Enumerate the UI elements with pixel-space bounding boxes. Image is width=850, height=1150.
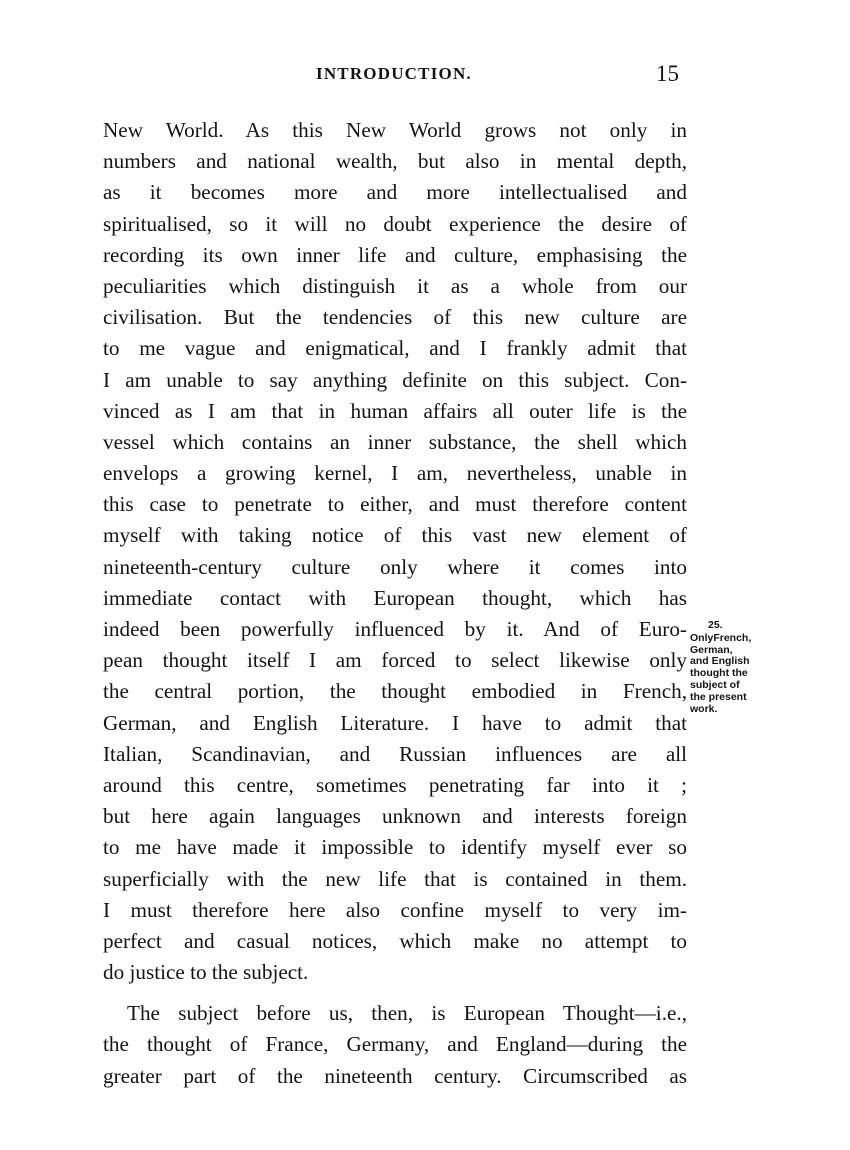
text-line: spiritualised, so it will no doubt experience the desire of bbox=[103, 211, 687, 236]
text-line: perfect and casual notices, which make no attempt to bbox=[103, 928, 687, 953]
body-text bbox=[103, 115, 687, 1092]
text-line: peculiarities which distinguish it as a whole from our bbox=[103, 273, 687, 298]
running-title: INTRODUCTION. bbox=[316, 64, 472, 83]
text-line: to me vague and enigmatical, and I frankly admit that bbox=[103, 336, 687, 361]
text-line: the central portion, the thought embodied in French, bbox=[103, 679, 687, 704]
text-line: Italian, Scandinavian, and Russian influences are all bbox=[103, 741, 687, 766]
text-line: recording its own inner life and culture, emphasising the bbox=[103, 242, 687, 267]
text-line: around this centre, sometimes penetrating far into it ; bbox=[103, 772, 687, 797]
text-line: civilisation. But the tendencies of this new culture are bbox=[103, 305, 687, 330]
margin-note-line: thought the bbox=[690, 667, 748, 680]
text-line: I am unable to say anything definite on this subject. Con- bbox=[103, 367, 687, 392]
text-line: myself with taking notice of this vast new element of bbox=[103, 523, 687, 548]
text-line: as it becomes more and more intellectualised and bbox=[103, 180, 687, 205]
text-line: numbers and national wealth, but also in mental depth, bbox=[103, 149, 687, 174]
margin-note bbox=[690, 620, 800, 715]
text-line: do justice to the subject. bbox=[103, 960, 309, 985]
margin-note-line: OnlyFrench, bbox=[690, 631, 752, 644]
paragraph-gap bbox=[103, 988, 687, 998]
margin-note-line: German, bbox=[690, 643, 733, 656]
running-head bbox=[0, 62, 850, 92]
text-line: the thought of France, Germany, and England—during the bbox=[103, 1032, 687, 1057]
text-line: superficially with the new life that is contained in them. bbox=[103, 866, 687, 891]
text-line: vinced as I am that in human affairs all outer life is the bbox=[103, 398, 687, 423]
margin-note-line: work. bbox=[690, 702, 718, 715]
paragraph bbox=[103, 998, 687, 1092]
page-number: 15 bbox=[656, 61, 679, 86]
text-line: indeed been powerfully influenced by it. And of Euro- bbox=[103, 617, 687, 641]
margin-note-number: 25. bbox=[708, 619, 723, 631]
text-line: greater part of the nineteenth century. Circumscribed as bbox=[103, 1063, 687, 1088]
text-line: nineteenth-century culture only where it comes into bbox=[103, 554, 687, 579]
margin-note-line: and English bbox=[690, 655, 750, 668]
text-line: this case to penetrate to either, and must therefore content bbox=[103, 492, 687, 517]
margin-note-line: subject of bbox=[690, 678, 740, 691]
text-line: German, and English Literature. I have to admit that bbox=[103, 710, 687, 735]
text-line: immediate contact with European thought, which has bbox=[103, 585, 687, 610]
paragraph bbox=[103, 115, 687, 988]
text-line: I must therefore here also confine myself to very im- bbox=[103, 897, 687, 922]
text-line: pean thought itself I am forced to select likewise only bbox=[103, 648, 687, 673]
text-line: to me have made it impossible to identify myself ever so bbox=[103, 835, 687, 860]
text-line: vessel which contains an inner substance, the shell which bbox=[103, 429, 687, 454]
margin-note-line: the present bbox=[690, 690, 747, 703]
text-line: but here again languages unknown and interests foreign bbox=[103, 804, 687, 829]
text-line: envelops a growing kernel, I am, nevertheless, unable in bbox=[103, 461, 687, 486]
text-line: The subject before us, then, is European Thought—i.e., bbox=[127, 1001, 687, 1026]
text-line: New World. As this New World grows not only in bbox=[103, 118, 687, 142]
